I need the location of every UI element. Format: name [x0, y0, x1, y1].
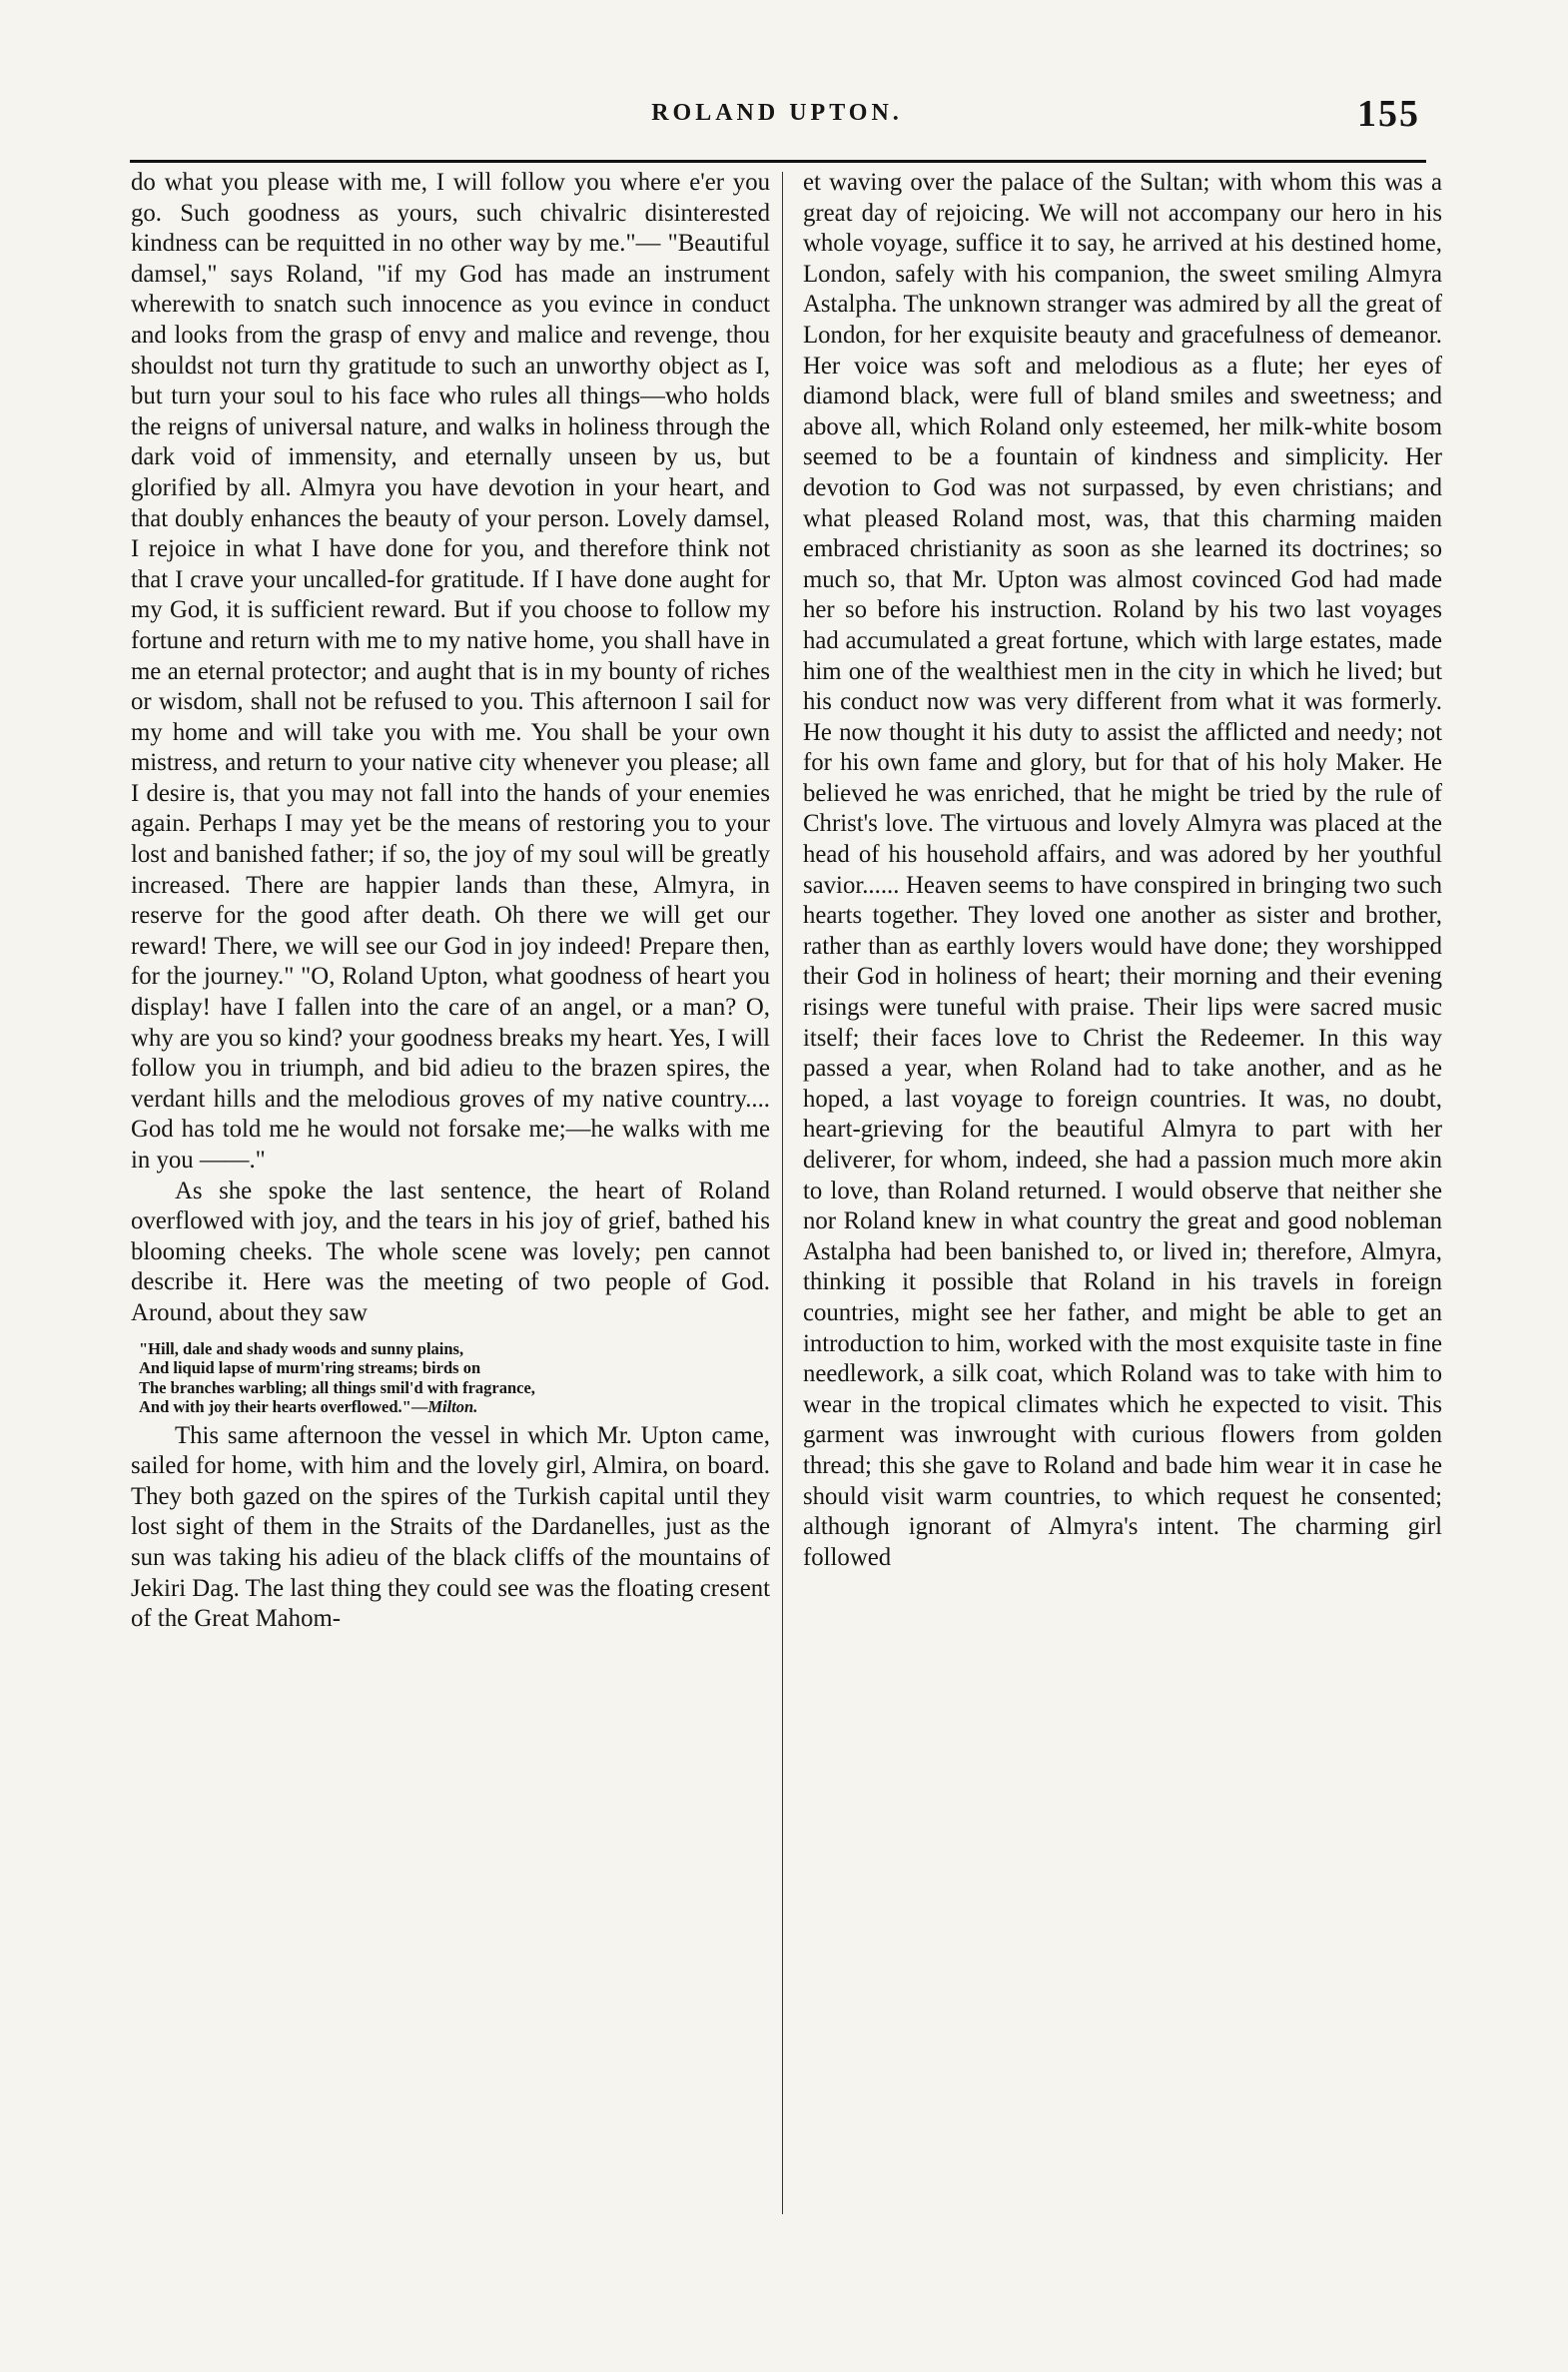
left-paragraph-3: This same afternoon the vessel in which Mr. Upton came, sailed for home, with him and the lovely girl, Almira, on board. They both gazed on the spires of the Turkish capital until they lost sight of them in the Straits of the Dardanelles, just as the sun was taking his adieu of the black cliffs of the mountains of Jekiri Dag. The last thing they could see was the floating cresent of the Great Mahom- — [131, 1421, 770, 1633]
poem-line-last — [139, 1397, 770, 1417]
running-title: ROLAND UPTON. — [651, 100, 903, 126]
poem-line: And liquid lapse of murm'ring streams; birds on — [139, 1358, 481, 1378]
poem-line-text: And with joy their hearts overflowed."— — [139, 1397, 428, 1417]
right-paragraph-1: et waving over the palace of the Sultan; with whom this was a great day of rejoicing. We will not accompany our hero in his whole voyage, suffice it to say, he arrived at his destined home, London, safely with his companion, the sweet smiling Almyra Astalpha. The unknown stranger was admired by all the great of London, for her exquisite beauty and gracefulness of demeanor. Her voice was soft and melodious as a flute; her eyes of diamond black, were full of bland smiles and sweetness; and above all, which Roland only esteemed, her milk-white bosom seemed to be a fountain of kindness and simplicity. Her devotion to God was not surpassed, by even christians; and what pleased Roland most, was, that this charming maiden embraced christianity as soon as she learned its doctrines; so much so, that Mr. Upton was almost covinced God had made her so before his instruction. Roland by his two last voyages had accumulated a great fortune, which with large estates, made him one of the wealthiest men in the city in which he lived; but his conduct now was very different from what it was formerly. He now thought it his duty to assist the afflicted and needy; not for his own fame and glory, but for that of his holy Maker. He believed he was enriched, that he might be tried by the rule of Christ's love. The virtuous and lovely Almyra was placed at the head of his household affairs, and was adored by her youthful savior...... Heaven seems to have conspired in bringing two such hearts together. They loved one another as sister and brother, rather than as earthly lovers would have done; they worshipped their God in holiness of heart; their morning and their evening risings were tuneful with praise. Their lips were sacred music itself; their faces love to Christ the Redeemer. In this way passed a year, when Roland had to take another, and as he hoped, a last voyage to foreign countries. It was, no doubt, heart-grieving for the beautiful Almyra to part with her deliverer, for whom, indeed, she had a passion much more akin to love, than Roland returned. I would observe that neither she nor Roland knew in what country the great and good nobleman Astalpha had been banished to, or lived in; therefore, Almyra, thinking it possible that Roland in his travels in foreign countries, might see her father, and might be able to get an introduction to him, worked with the most exquisite taste in fine needlework, a silk coat, which Roland was to take with him to wear in the tropical climates which he expected to visit. This garment was inwrought with curious flowers from golden thread; this she gave to Roland and bade him wear it in case he should visit warm countries, to which request he consented; although ignorant of Almyra's intent. The charming girl followed — [803, 169, 1442, 1571]
page-number: 155 — [1357, 93, 1420, 135]
header-rule — [130, 160, 1426, 163]
left-column — [131, 168, 770, 1635]
poem-line: The branches warbling; all things smil'd with fragrance, — [139, 1377, 535, 1397]
right-column — [803, 168, 1442, 1573]
poem-citation: Milton. — [427, 1397, 478, 1417]
running-head — [128, 92, 1426, 142]
poem-quotation — [139, 1339, 770, 1417]
poem-line: "Hill, dale and shady woods and sunny plains, — [139, 1338, 464, 1358]
left-paragraph-1: do what you please with me, I will follow you where e'er you go. Such goodness as yours, such chivalric disinterested kindness can be requitted in no other way by me."— "Beautiful damsel," says Roland, "if my God has made an instrument wherewith to snatch such innocence as you evince in conduct and looks from the grasp of envy and malice and revenge, thou shouldst not turn thy gratitude to such an unworthy object as I, but turn your soul to his face who rules all things—who holds the reigns of universal nature, and walks in holiness through the dark void of immensity, and eternally unseen by us, but glorified by all. Almyra you have devotion in your heart, and that doubly enhances the beauty of your person. Lovely damsel, I rejoice in what I have done for you, and therefore think not that I crave your uncalled-for gratitude. If I have done aught for my God, it is sufficient reward. But if you choose to follow my fortune and return with me to my native home, you shall have in me an eternal protector; and aught that is in my bounty of riches or wisdom, shall not be refused to you. This afternoon I sail for my home and will take you with me. You shall be your own mistress, and return to your native city whenever you please; all I desire is, that you may not fall into the hands of your enemies again. Perhaps I may yet be the means of restoring you to your lost and banished father; if so, the joy of my soul will be greatly increased. There are happier lands than these, Almyra, in reserve for the good after death. Oh there we will get our reward! There, we will see our God in joy indeed! Prepare then, for the journey." "O, Roland Upton, what goodness of heart you display! have I fallen into the care of an angel, or a man? O, why are you so kind? your goodness breaks my heart. Yes, I will follow you in triumph, and bid adieu to the brazen spires, the verdant hills and the melodious groves of my native country.... God has told me he would not forsake me;—he walks with me in you ——." — [131, 169, 770, 1174]
left-paragraph-2: As she spoke the last sentence, the heart of Roland overflowed with joy, and the tears in his joy of grief, bathed his blooming cheeks. The whole scene was lovely; pen cannot describe it. Here was the meeting of two people of God. Around, about they saw — [131, 1177, 770, 1326]
column-divider — [782, 172, 783, 2214]
